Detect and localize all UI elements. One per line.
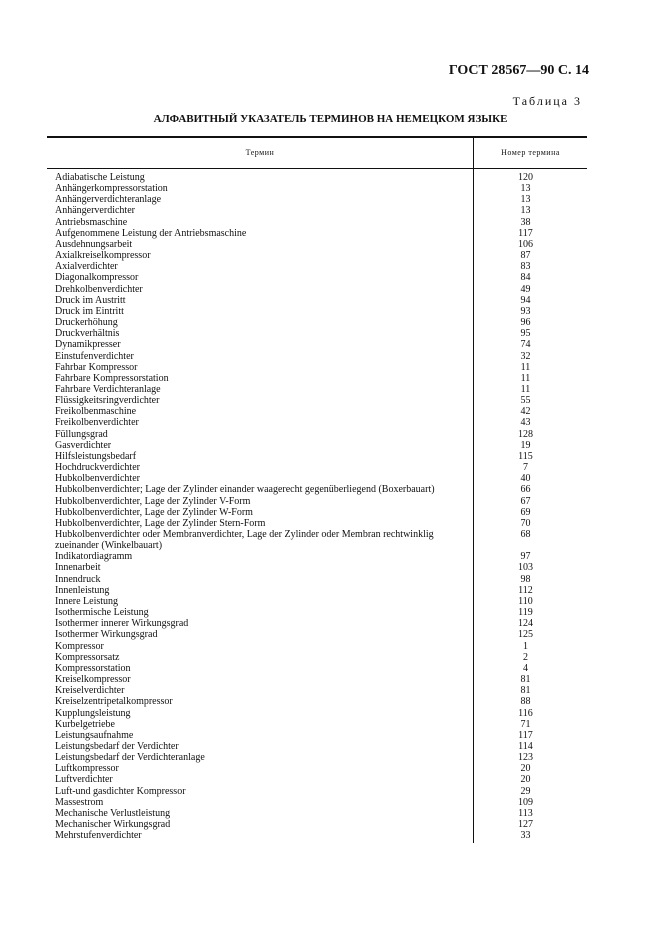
table-row-number: 124 <box>518 618 533 630</box>
table-row-term: Kupplungsleistung <box>55 707 131 719</box>
table-row-number: 70 <box>520 517 531 529</box>
table-row-number: 94 <box>520 294 531 306</box>
table-row-term: Anhängerverdichter <box>55 205 135 217</box>
table-row-number: 11 <box>520 383 531 395</box>
table-row-term: Leistungsaufnahme <box>55 729 134 741</box>
terms-column <box>47 169 474 843</box>
table-row-term: Füllungsgrad <box>55 428 108 440</box>
table-row-number: 97 <box>520 551 531 563</box>
table-row-number: 11 <box>520 372 531 384</box>
table-row-term: Druck im Eintritt <box>55 305 124 317</box>
table-row-number: 13 <box>520 183 531 195</box>
table-row-term: Leistungsbedarf der Verdichter <box>55 740 179 752</box>
table-row-term: Fahrbare Verdichteranlage <box>55 383 161 395</box>
table-row-number: 123 <box>518 752 533 764</box>
table-row-number: 127 <box>518 819 533 831</box>
table-row-number: 112 <box>518 584 533 596</box>
table-row-term: Kompressor <box>55 640 104 652</box>
table-row-number: 67 <box>520 495 531 507</box>
table-row-term: Aufgenommene Leistung der Antriebsmaschine <box>55 227 247 239</box>
table-row-term: Luftverdichter <box>55 774 113 786</box>
table-row-number: 20 <box>520 774 531 786</box>
table-row-term: Kreiselkompressor <box>55 674 131 686</box>
table-row-number: 84 <box>520 272 531 284</box>
table-row-term: Innere Leistung <box>55 595 119 607</box>
table-row-number: 43 <box>520 417 531 429</box>
table-row-term: Druck im Austritt <box>55 294 126 306</box>
table-row-number: 2 <box>523 651 528 663</box>
table-row-term: Luft-und gasdichter Kompressor <box>55 785 186 797</box>
table-row-number: 96 <box>520 317 531 329</box>
table-row-term: Isothermer innerer Wirkungsgrad <box>55 618 189 630</box>
table-row-number: 13 <box>520 194 531 206</box>
table-row-term: Hubkolbenverdichter, Lage der Zylinder V-Form <box>55 495 251 507</box>
table-row-term: Drehkolbenverdichter <box>55 283 143 295</box>
table-row-term: Innenarbeit <box>55 562 101 574</box>
table-row-number: 113 <box>518 807 533 819</box>
table-row-number: 117 <box>518 227 533 239</box>
table-row-term: Ausdehnungsarbeit <box>55 238 133 250</box>
table-row-term: Fahrbar Kompressor <box>55 361 138 373</box>
table-row-term: Druckerhöhung <box>55 317 118 329</box>
table-row-term: Kreiselzentripetalkompressor <box>55 696 173 708</box>
table-row-term: Leistungsbedarf der Verdichteranlage <box>55 752 205 764</box>
table-row-number: 71 <box>520 718 531 730</box>
table-row-number: 106 <box>518 238 533 250</box>
table-row-number: 103 <box>518 562 533 574</box>
table-row-term: Mechanischer Wirkungsgrad <box>55 819 171 831</box>
table-row-term: Freikolbenmaschine <box>55 406 137 418</box>
table-row-number: 29 <box>520 785 531 797</box>
table-row-number: 33 <box>520 830 531 842</box>
table-row-number: 95 <box>520 328 531 340</box>
table-row-number: 125 <box>518 629 533 641</box>
table-row-number: 49 <box>520 283 531 295</box>
table-row-term: Kompressorstation <box>55 662 131 674</box>
table-row-term: Isothermer Wirkungsgrad <box>55 629 158 641</box>
table-row-term: Indikatordiagramm <box>55 551 133 563</box>
table-row-term: Mechanische Verlustleistung <box>55 807 171 819</box>
table-row-number: 7 <box>523 462 528 474</box>
table-row-term: Druckverhältnis <box>55 328 120 340</box>
table-row-number: 109 <box>518 796 533 808</box>
column-header-term: Термин <box>47 138 474 168</box>
table-row-number: 88 <box>520 696 531 708</box>
table-row-term: Anhängerverdichteranlage <box>55 194 162 206</box>
table-row-term: Axialkreiselkompressor <box>55 250 151 262</box>
terms-table <box>47 136 587 843</box>
table-row-term: Gasverdichter <box>55 439 112 451</box>
table-row-number: 93 <box>520 305 531 317</box>
table-row-term: Antriebsmaschine <box>55 216 128 228</box>
table-row-number: 120 <box>518 172 533 183</box>
table-row-term: Hubkolbenverdichter <box>55 473 140 485</box>
table-label: Таблица 3 <box>512 94 582 108</box>
table-row-number: 74 <box>520 339 531 351</box>
table-row-number: 119 <box>518 607 533 619</box>
table-row-term: Axialverdichter <box>55 261 118 273</box>
table-row-term: Anhängerkompressorstation <box>55 183 168 195</box>
table-row-number: 83 <box>520 261 531 273</box>
table-row-term: Fahrbare Kompressorstation <box>55 372 169 384</box>
table-row-term: Einstufenverdichter <box>55 350 134 362</box>
table-row-number: 68 <box>520 529 531 540</box>
table-row-number: 110 <box>518 595 533 607</box>
table-row-number: 32 <box>520 350 531 362</box>
table-row-number: 11 <box>520 361 531 373</box>
table-row-number: 40 <box>520 473 531 485</box>
table-row-term: Innenleistung <box>55 584 110 596</box>
table-row-term: Isothermische Leistung <box>55 607 149 619</box>
table-row-number: 114 <box>518 740 533 752</box>
table-title: АЛФАВИТНЫЙ УКАЗАТЕЛЬ ТЕРМИНОВ НА НЕМЕЦКОМ ЯЗЫКЕ <box>153 113 508 125</box>
table-row-number: 13 <box>520 205 531 217</box>
table-row-number: 1 <box>523 640 528 652</box>
table-row-number: 19 <box>520 439 531 451</box>
table-row-term: Freikolbenverdichter <box>55 417 139 429</box>
table-row-number: 69 <box>520 506 531 518</box>
table-row-term: Kurbelgetriebe <box>55 718 115 730</box>
table-row-term: Flüssigkeitsringverdichter <box>55 395 160 407</box>
table-row-term: Kreiselverdichter <box>55 685 125 697</box>
table-row-term: Hilfsleistungsbedarf <box>55 450 137 462</box>
table-row-term: Innendruck <box>55 573 101 585</box>
table-row-number: 38 <box>520 216 531 228</box>
table-row-number: 55 <box>520 395 531 407</box>
table-row-term: Mehrstufenverdichter <box>55 830 142 842</box>
table-row-number: 81 <box>520 674 531 686</box>
table-row-number: 117 <box>518 729 533 741</box>
table-row-term: Kompressorsatz <box>55 651 120 663</box>
table-row-number: 98 <box>520 573 531 585</box>
table-row-term: Massestrom <box>55 796 104 808</box>
table-row-term: Diagonalkompressor <box>55 272 139 284</box>
table-row-term: Dynamikpresser <box>55 339 121 351</box>
page-header: ГОСТ 28567—90 С. 14 <box>448 63 589 78</box>
table-row-term: Luftkompressor <box>55 763 119 775</box>
table-header <box>47 138 587 169</box>
table-row-number: 87 <box>520 250 531 262</box>
table-body <box>47 169 587 843</box>
table-row-term: Adiabatische Leistung <box>55 172 145 183</box>
table-row-number: 20 <box>520 763 531 775</box>
table-row-term: Hubkolbenverdichter, Lage der Zylinder W-Form <box>55 506 253 518</box>
table-row-term: Hochdruckverdichter <box>55 462 140 474</box>
table-row-number: 128 <box>518 428 533 440</box>
table-row-number: 42 <box>520 406 531 418</box>
table-row-number: 116 <box>518 707 533 719</box>
table-row-term: Hubkolbenverdichter, Lage der Zylinder Stern-Form <box>55 517 266 529</box>
column-header-number: Номер термина <box>501 148 560 157</box>
table-row-number: 81 <box>520 685 531 697</box>
table-row-number: 115 <box>518 450 533 462</box>
table-row-term: Hubkolbenverdichter; Lage der Zylinder einander waagerecht gegenüberliegend (Boxerbauart) <box>55 484 435 496</box>
table-row-number: 66 <box>520 484 531 496</box>
numbers-column <box>474 169 587 843</box>
table-row-number: 4 <box>523 662 528 674</box>
table-row-term: Hubkolbenverdichter oder Membranverdichter, Lage der Zylinder oder Membran rechtwinklig zueinander (Winkelbauart) <box>55 529 434 552</box>
